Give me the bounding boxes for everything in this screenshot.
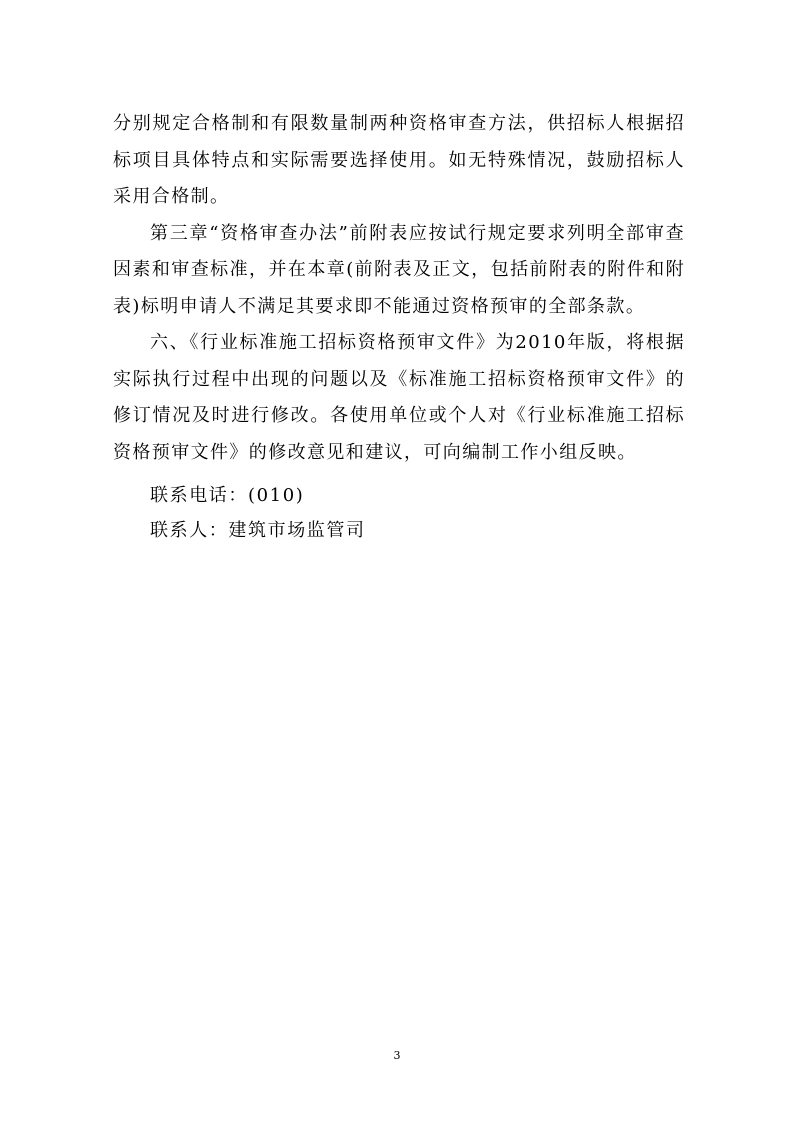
document-body	[113, 106, 685, 471]
contact-person: 联系人：建筑市场监管司	[150, 520, 366, 541]
paragraph-item-six: 六、《行业标准施工招标资格预审文件》为2010年版，将根据实际执行过程中出现的问题以及《标准施工招标资格预审文件》的修订情况及时进行修改。各使用单位或个人对《行业标准施工招标资格预审文件》的修改意见和建议，可向编制工作小组反映。	[113, 332, 685, 463]
paragraph-chapter-three: 第三章“资格审查办法”前附表应按试行规定要求列明全部审查因素和审查标准，并在本章(前附表及正文，包括前附表的附件和附表)标明申请人不满足其要求即不能通过资格预审的全部条款。	[113, 222, 685, 317]
contact-block	[150, 478, 650, 548]
contact-phone: 联系电话：(010)	[150, 485, 305, 506]
paragraph-continued: 分别规定合格制和有限数量制两种资格审查方法，供招标人根据招标项目具体特点和实际需要选择使用。如无特殊情况，鼓励招标人采用合格制。	[113, 113, 685, 207]
page-number: 3	[393, 1049, 401, 1062]
